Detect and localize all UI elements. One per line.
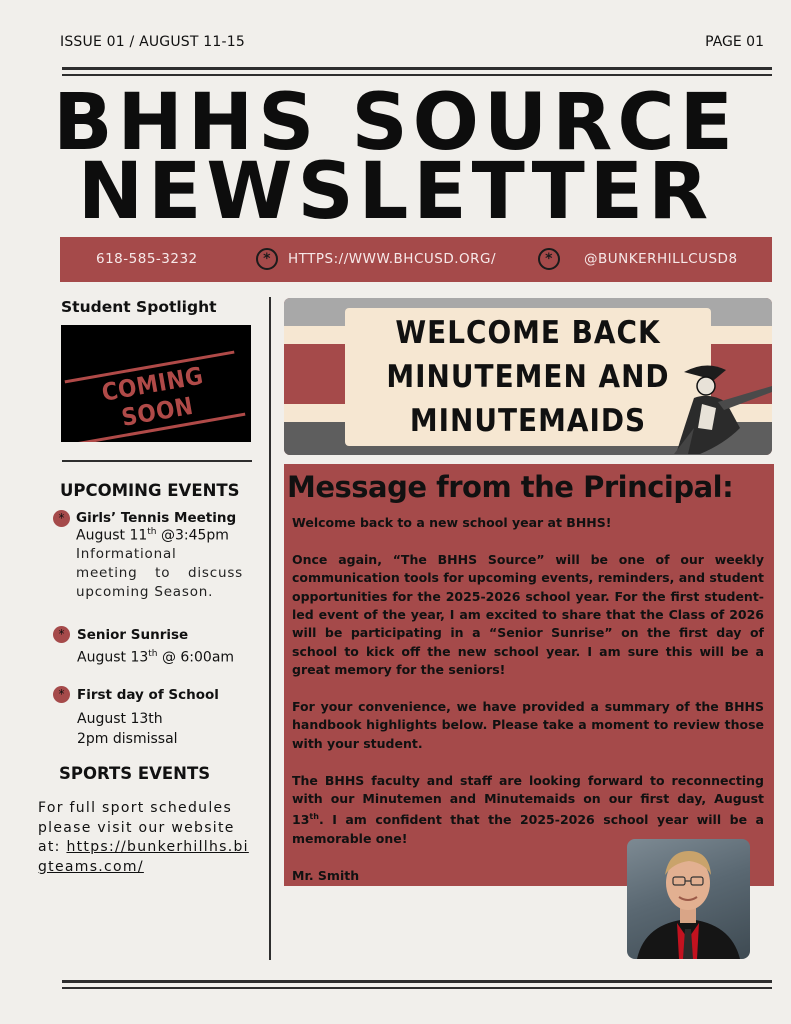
asterisk-icon: *	[53, 510, 70, 527]
sports-heading: SPORTS EVENTS	[59, 764, 211, 783]
welcome-line1: WELCOME BACK	[395, 315, 661, 351]
issue-label: ISSUE 01 / AUGUST 11-15	[60, 34, 245, 50]
message-paragraph: The BHHS faculty and staff are looking forward to reconnecting with our Minutemen and Minutemaids on our first day, August 13th. I am confident that the 2025-2026 school year will be a memorable one!	[292, 772, 764, 847]
masthead-line1: BHHS SOURCE	[53, 78, 738, 168]
event-title: Senior Sunrise	[77, 627, 189, 643]
coming-soon-stamp: COMING SOON	[65, 351, 246, 442]
spotlight-title: Student Spotlight	[61, 298, 217, 316]
event-date: August 13th	[77, 711, 163, 727]
top-rule	[62, 67, 772, 70]
coming-soon-image	[61, 325, 251, 442]
minuteman-mascot-icon	[654, 358, 772, 455]
social-handle[interactable]: @BUNKERHILLCUSD8	[584, 251, 738, 267]
asterisk-icon: *	[53, 626, 70, 643]
welcome-banner	[284, 298, 772, 455]
event-description: Informational meeting to discuss upcoming Season.	[76, 546, 243, 600]
sports-link[interactable]: https://bunkerhillhs.bigteams.com/	[38, 839, 249, 875]
bottom-rule	[62, 980, 772, 983]
message-paragraph: Once again, “The BHHS Source” will be one of our weekly communication tools for upcoming events, reminders, and student opportunities for the 2025-2026 school year. For the first student-led event of the year, I am excited to share that the Class of 2026 will be participating in a “Senior Sunrise” on the first day of school to kick off the new school year. I am sure this will be a great memory for the seniors!	[292, 551, 764, 678]
phone-number: 618-585-3232	[96, 251, 198, 267]
event-title: First day of School	[77, 687, 219, 703]
bottom-rule-thin	[62, 987, 772, 989]
signature: Mr. Smith	[292, 867, 360, 883]
principal-message-panel	[284, 464, 774, 886]
asterisk-icon: *	[538, 248, 560, 270]
left-divider	[62, 460, 252, 462]
asterisk-icon: *	[256, 248, 278, 270]
event-date: August 13th @ 6:00am	[77, 649, 235, 666]
message-title: Message from the Principal:	[287, 470, 734, 504]
event-date: August 11th @3:45pm	[76, 527, 229, 544]
sports-text: For full sport schedules please visit our website at: https://bunkerhillhs.bigteams.com/	[38, 800, 249, 875]
person-portrait-icon	[627, 839, 750, 959]
welcome-line3: MINUTEMAIDS	[409, 403, 647, 439]
website-link[interactable]: HTTPS://WWW.BHCUSD.ORG/	[288, 251, 497, 267]
principal-photo	[627, 839, 750, 959]
event-title: Girls’ Tennis Meeting	[76, 510, 237, 526]
masthead-line2: NEWSLETTER	[77, 147, 714, 237]
top-rule-thin	[62, 74, 772, 76]
events-heading: UPCOMING EVENTS	[60, 481, 240, 500]
message-paragraph: For your convenience, we have provided a summary of the BHHS handbook highlights below. Please take a moment to review those with your student.	[292, 699, 764, 751]
contact-bar	[60, 237, 772, 282]
message-paragraph: Welcome back to a new school year at BHHS!	[292, 515, 612, 530]
column-divider	[269, 297, 271, 960]
welcome-line2: MINUTEMEN AND	[386, 359, 670, 395]
event-note: 2pm dismissal	[77, 731, 178, 747]
asterisk-icon: *	[53, 686, 70, 703]
page-number: PAGE 01	[705, 34, 764, 50]
